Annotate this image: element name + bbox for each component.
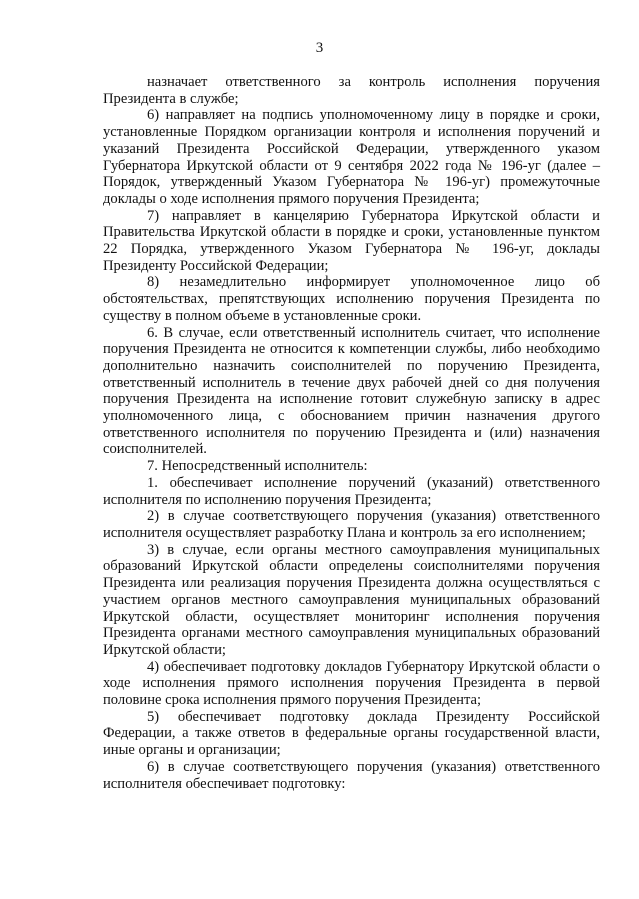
paragraph: 6) направляет на подпись уполномоченному лицу в порядке и сроки, установленные Порядком организации контроля и исполнения поручений и указаний Президента Российской Федерации, утвержденного указом Губернатора Иркутской области от 9 сентября 2022 года № 196-уг (далее – Порядок, утвержденный Указом Губернатора № 196-уг) промежуточные доклады о ходе исполнения прямого поручения Президента; — [103, 107, 600, 207]
paragraph: 7) направляет в канцелярию Губернатора Иркутской области и Правительства Иркутской области в порядке и сроки, установленные пунктом 22 Порядка, утвержденного Указом Губернатора № 196-уг, доклады Президенту Российской Федерации; — [103, 207, 600, 274]
document-body — [103, 74, 600, 792]
paragraph: 1. обеспечивает исполнение поручений (указаний) ответственного исполнителя по исполнению поручения Президента; — [103, 474, 600, 508]
paragraph: 6) в случае соответствующего поручения (указания) ответственного исполнителя обеспечивает подготовку: — [103, 758, 600, 792]
paragraph: назначает ответственного за контроль исполнения поручения Президента в службе; — [103, 74, 600, 107]
paragraph: 4) обеспечивает подготовку докладов Губернатору Иркутской области о ходе исполнения прямого исполнения поручения Президента в первой половине срока исполнения прямого поручения Президента; — [103, 658, 600, 709]
paragraph: 5) обеспечивает подготовку доклада Президенту Российской Федерации, а также ответов в федеральные органы государственной власти, иные органы и организации; — [103, 708, 600, 759]
paragraph: 2) в случае соответствующего поручения (указания) ответственного исполнителя осуществляет разработку Плана и контроль за его исполнением; — [103, 508, 600, 541]
paragraph: 3) в случае, если органы местного самоуправления муниципальных образований Иркутской области определены соисполнителями поручения Президента или реализация поручения Президента должна осуществляться с участием органов местного самоуправления муниципальных образований Иркутской области, осуществляет мониторинг исполнения поручения Президента органами местного самоуправления муниципальных образований Иркутской области; — [103, 541, 600, 658]
page-number: 3 — [315, 40, 324, 56]
paragraph: 8) незамедлительно информирует уполномоченное лицо об обстоятельствах, препятствующих исполнению поручения Президента по существу в полном объеме в установленные сроки. — [103, 274, 600, 324]
paragraph: 7. Непосредственный исполнитель: — [147, 458, 368, 475]
paragraph: 6. В случае, если ответственный исполнитель считает, что исполнение поручения Президента не относится к компетенции службы, либо необходимо дополнительно назначить соисполнителей по поручению Президента, ответственный исполнитель в течение двух рабочей дней со дня получения поручения Президента на исполнение готовит служебную записку в адрес уполномоченного лица, с обоснованием причин назначения другого ответственного исполнителя по поручению Президента и (или) назначения соисполнителей. — [103, 324, 600, 458]
